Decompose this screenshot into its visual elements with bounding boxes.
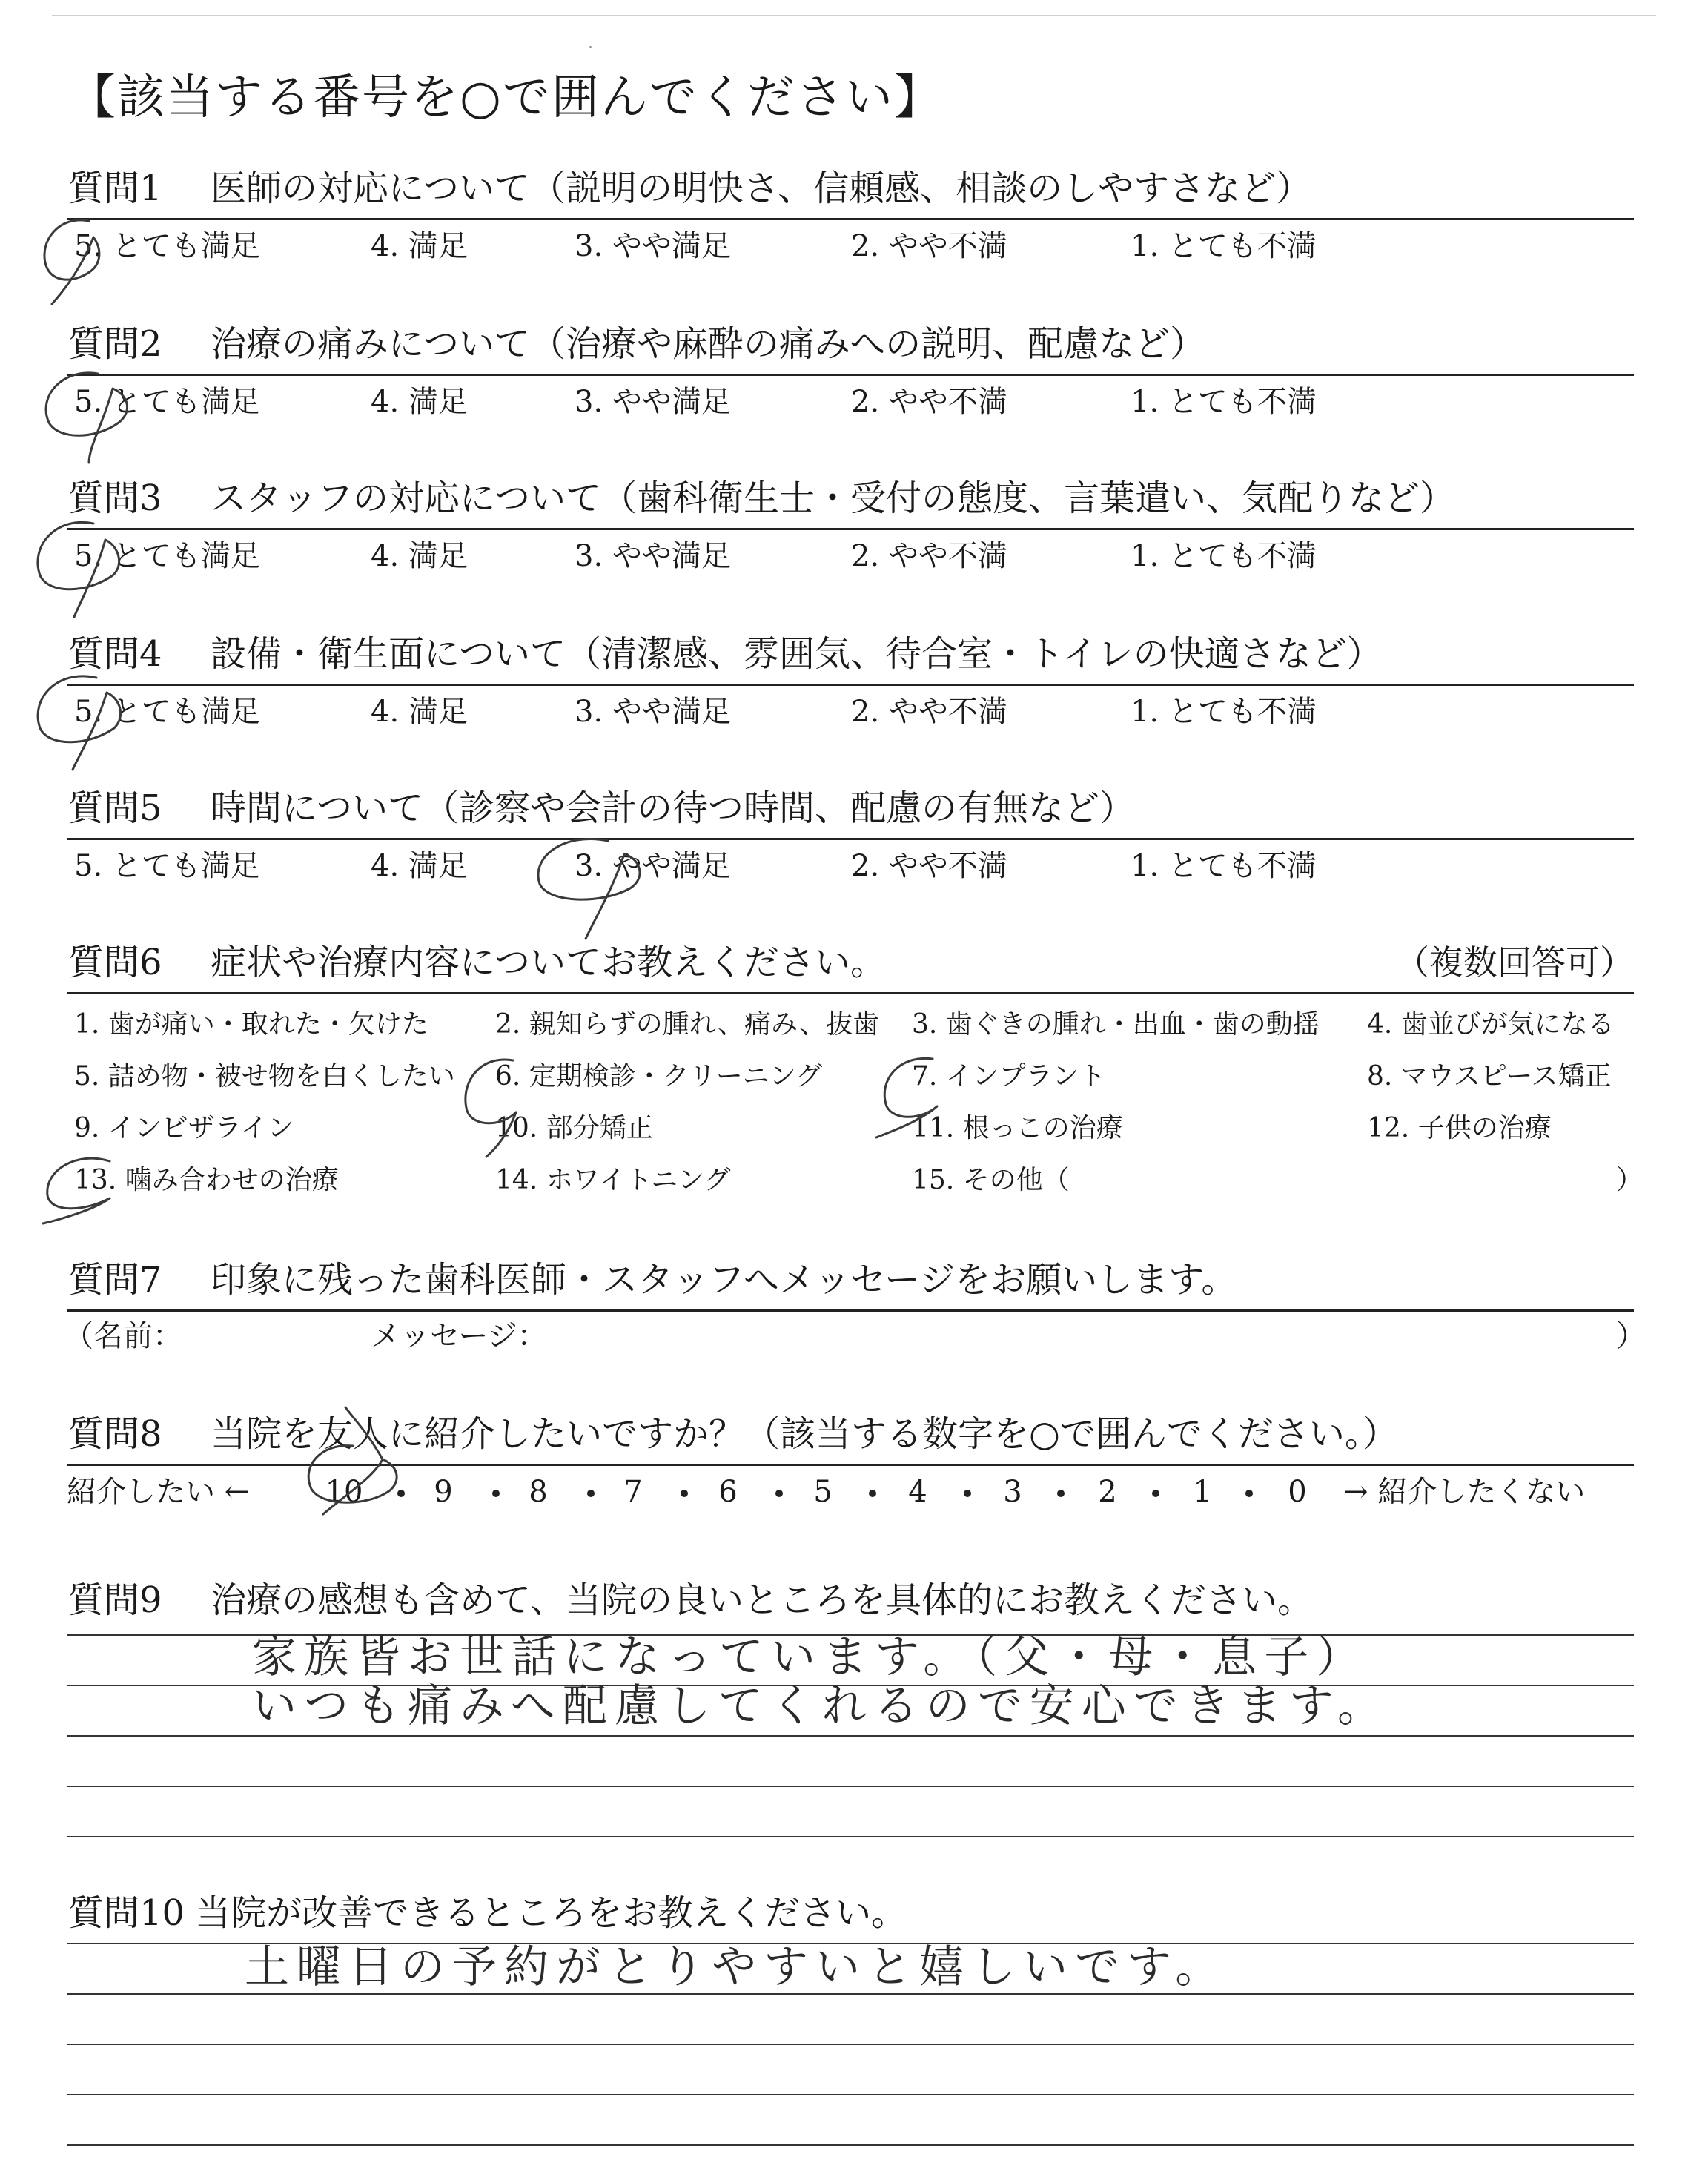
separator-dot: [964, 1490, 971, 1497]
question-number: 質問7: [68, 1259, 162, 1301]
score-8[interactable]: 8: [529, 1475, 548, 1509]
rating-option-2[interactable]: 2. やや不満: [851, 539, 1007, 573]
rating-option-1[interactable]: 1. とても不満: [1131, 539, 1317, 573]
symptom-option-13[interactable]: 13. 噛み合わせの治療: [74, 1165, 339, 1195]
message-close-paren: ）: [1616, 1319, 1646, 1353]
question-number: 質問4: [68, 633, 162, 675]
question-number: 質問2: [68, 323, 162, 365]
rating-option-2[interactable]: 2. やや不満: [851, 385, 1007, 419]
rating-option-5[interactable]: 5. とても満足: [74, 385, 260, 419]
score-10[interactable]: 10: [325, 1475, 363, 1509]
rating-option-3[interactable]: 3. やや満足: [575, 385, 731, 419]
question-number: 質問6: [68, 942, 162, 983]
handwritten-answer-line-1: 家族皆お世話になっています。（父・母・息子）: [252, 1631, 1368, 1683]
score-4[interactable]: 4: [908, 1475, 927, 1509]
answer-line: [67, 1836, 1634, 1837]
rating-option-4[interactable]: 4. 満足: [371, 695, 468, 729]
hand-drawn-circle-mark: [19, 650, 145, 776]
question-text: 治療の痛みについて（治療や麻酔の痛みへの説明、配慮など）: [211, 323, 1206, 365]
rating-option-4[interactable]: 4. 満足: [371, 385, 468, 419]
recommend-right-label: → 紹介したくない: [1343, 1475, 1586, 1509]
scan-dot: [589, 46, 592, 48]
hand-drawn-circle-mark: [279, 1403, 420, 1529]
rating-option-1[interactable]: 1. とても不満: [1131, 695, 1317, 729]
score-9[interactable]: 9: [434, 1475, 453, 1509]
name-label: （名前：: [64, 1319, 182, 1353]
separator-dot: [1245, 1490, 1253, 1497]
rating-option-1[interactable]: 1. とても不満: [1131, 229, 1317, 263]
symptom-option-6[interactable]: 6. 定期検診・クリーニング: [495, 1061, 823, 1091]
page-title: 【該当する番号を○で囲んでください】: [68, 70, 943, 125]
answer-line: [67, 2144, 1634, 2146]
rating-option-4[interactable]: 4. 満足: [371, 539, 468, 573]
symptom-option-1[interactable]: 1. 歯が痛い・取れた・欠けた: [74, 1009, 428, 1040]
hand-drawn-circle-mark: [519, 820, 667, 946]
question-text: スタッフの対応について（歯科衛生士・受付の態度、言葉遣い、気配りなど）: [211, 478, 1456, 519]
rating-option-4[interactable]: 4. 満足: [371, 849, 468, 883]
question-1-heading: [68, 162, 1311, 215]
rating-option-4[interactable]: 4. 満足: [371, 229, 468, 263]
question-number: 質問5: [68, 787, 162, 829]
message-label: メッセージ：: [371, 1319, 547, 1353]
symptom-option-4[interactable]: 4. 歯並びが気になる: [1367, 1009, 1615, 1040]
rating-option-3[interactable]: 3. やや満足: [575, 539, 731, 573]
symptom-option-10[interactable]: 10. 部分矯正: [495, 1113, 653, 1143]
rating-option-5[interactable]: 5. とても満足: [74, 695, 260, 729]
question-2-heading: [68, 317, 1205, 371]
question-text: 当院が改善できるところをお教えください。: [195, 1892, 907, 1934]
hand-drawn-circle-mark: [30, 200, 133, 311]
rating-option-2[interactable]: 2. やや不満: [851, 849, 1007, 883]
question-number: 質問1: [68, 168, 162, 209]
question-rule: [67, 374, 1634, 376]
symptom-option-9[interactable]: 9. インビザライン: [74, 1113, 294, 1143]
top-border: [52, 15, 1656, 16]
question-number: 質問9: [68, 1579, 162, 1621]
multiple-answers-note: （複数回答可）: [1395, 942, 1634, 982]
question-text: 時間について（診察や会計の待つ時間、配慮の有無など）: [211, 787, 1136, 829]
symptom-option-15[interactable]: 15. その他（: [912, 1165, 1070, 1195]
symptom-option-3[interactable]: 3. 歯ぐきの腫れ・出血・歯の動揺: [912, 1009, 1320, 1040]
score-5[interactable]: 5: [813, 1475, 833, 1509]
question-rule: [67, 838, 1634, 840]
separator-dot: [492, 1490, 500, 1497]
question-text: 治療の感想も含めて、当院の良いところを具体的にお教えください。: [211, 1579, 1314, 1621]
handwritten-answer-line-2: いつも痛みへ配慮してくれるので安心できます。: [252, 1680, 1389, 1732]
question-number: 質問8: [68, 1413, 162, 1455]
hand-drawn-circle-mark: [19, 498, 145, 624]
separator-dot: [1152, 1490, 1159, 1497]
hand-drawn-circle-mark: [866, 1044, 955, 1148]
answer-line: [67, 1735, 1634, 1737]
question-text: 医師の対応について（説明の明快さ、信頼感、相談のしやすさなど）: [211, 168, 1312, 209]
answer-line: [67, 2094, 1634, 2095]
question-9-heading: [68, 1573, 1313, 1627]
question-text: 設備・衛生面について（清潔感、雰囲気、待合室・トイレの快適さなど）: [211, 633, 1383, 675]
rating-option-3[interactable]: 3. やや満足: [575, 695, 731, 729]
question-text: 当院を友人に紹介したいですか？（該当する数字を○で囲んでください。）: [211, 1413, 1398, 1455]
question-6-heading: [68, 936, 886, 989]
score-6[interactable]: 6: [718, 1475, 738, 1509]
separator-dot: [775, 1490, 783, 1497]
symptom-option-5[interactable]: 5. 詰め物・被せ物を白くしたい: [74, 1061, 455, 1091]
symptom-option-8[interactable]: 8. マウスピース矯正: [1367, 1061, 1612, 1091]
rating-option-5[interactable]: 5. とても満足: [74, 229, 260, 263]
question-10-heading: [68, 1886, 907, 1940]
rating-option-2[interactable]: 2. やや不満: [851, 229, 1007, 263]
separator-dot: [587, 1490, 595, 1497]
question-text: 症状や治療内容についてお教えください。: [211, 942, 887, 983]
score-7[interactable]: 7: [623, 1475, 643, 1509]
other-close-paren: ）: [1616, 1165, 1644, 1195]
hand-drawn-circle-mark: [449, 1044, 538, 1163]
hand-drawn-circle-mark: [30, 351, 156, 470]
question-number: 質問10: [68, 1892, 185, 1934]
score-2[interactable]: 2: [1098, 1475, 1117, 1509]
handwritten-answer-line-1: 土曜日の予約がとりやすいと嬉しいです。: [245, 1941, 1228, 1993]
question-number: 質問3: [68, 478, 162, 519]
question-rule: [67, 1309, 1634, 1312]
question-4-heading: [68, 627, 1383, 681]
separator-dot: [1057, 1490, 1065, 1497]
score-0[interactable]: 0: [1288, 1475, 1307, 1509]
score-3[interactable]: 3: [1003, 1475, 1022, 1509]
hand-drawn-circle-mark: [33, 1140, 136, 1244]
symptom-option-14[interactable]: 14. ホワイトニング: [495, 1165, 731, 1195]
symptom-option-12[interactable]: 12. 子供の治療: [1367, 1113, 1552, 1143]
rating-option-2[interactable]: 2. やや不満: [851, 695, 1007, 729]
symptom-option-11[interactable]: 11. 根っこの治療: [912, 1113, 1123, 1143]
rating-option-3[interactable]: 3. やや満足: [575, 849, 731, 883]
answer-line: [67, 1993, 1634, 1995]
rating-option-5[interactable]: 5. とても満足: [74, 539, 260, 573]
question-8-heading: [68, 1407, 1398, 1461]
rating-option-5[interactable]: 5. とても満足: [74, 849, 260, 883]
question-3-heading: [68, 472, 1455, 525]
rating-option-1[interactable]: 1. とても不満: [1131, 849, 1317, 883]
separator-dot: [869, 1490, 876, 1497]
answer-line: [67, 1786, 1634, 1787]
answer-line: [67, 2044, 1634, 2045]
question-rule: [67, 992, 1634, 994]
score-1[interactable]: 1: [1193, 1475, 1212, 1509]
rating-option-3[interactable]: 3. やや満足: [575, 229, 731, 263]
question-text: 印象に残った歯科医師・スタッフへメッセージをお願いします。: [211, 1259, 1237, 1301]
question-rule: [67, 684, 1634, 686]
separator-dot: [681, 1490, 688, 1497]
question-7-heading: [68, 1253, 1237, 1307]
symptom-option-7[interactable]: 7. インプラント: [912, 1061, 1106, 1091]
question-rule: [67, 218, 1634, 220]
symptom-option-2[interactable]: 2. 親知らずの腫れ、痛み、抜歯: [495, 1009, 880, 1040]
recommend-left-label: 紹介したい ←: [67, 1475, 250, 1509]
rating-option-1[interactable]: 1. とても不満: [1131, 385, 1317, 419]
question-rule: [67, 528, 1634, 530]
